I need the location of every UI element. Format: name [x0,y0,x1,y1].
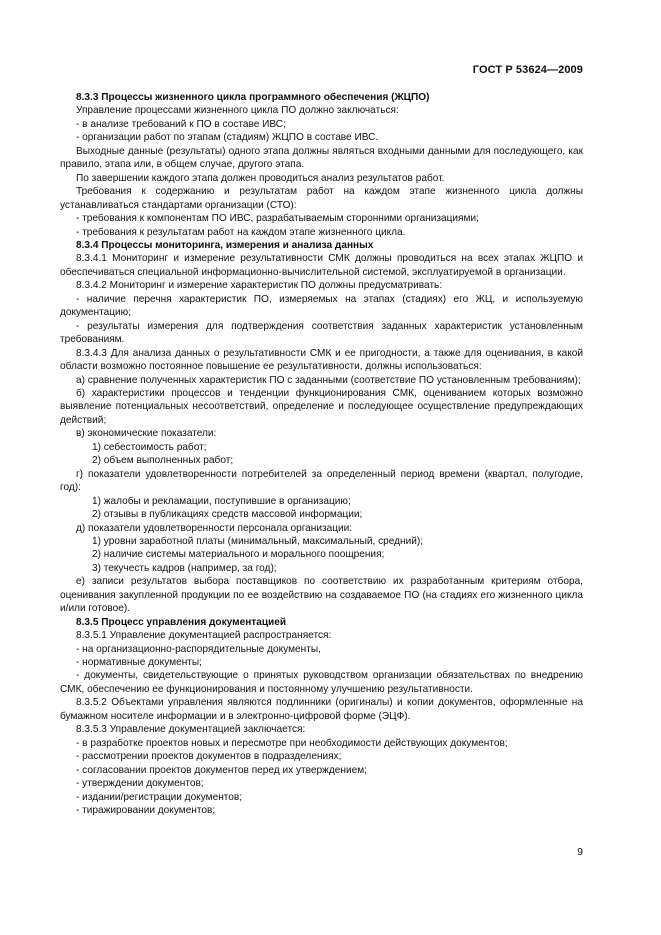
section-heading: 8.3.5 Процесс управления документацией [76,616,287,628]
paragraph: - в разработке проектов новых и пересмотре при необходимости действующих документов; [76,737,508,749]
paragraph: а) сравнение полученных характеристик ПО с заданными (соответствие ПО установленным требованиям); [76,374,581,386]
paragraph: - наличие перечня характеристик ПО, измеряемых на этапах (стадиях) его ЖЦ, и используемую документацию; [60,293,583,319]
paragraph: - документы, свидетельствующие о принятых руководством организации обязательствах по внедрению СМК, обеспечению ее функционирования и постоянному улучшению результативности. [60,670,583,695]
paragraph: 8.3.5.1 Управление документацией распространяется: [76,630,332,642]
paragraph: - на организационно-распорядительные документы, [76,643,321,655]
paragraph: - требования к результатам работ на каждом этапе жизненного цикла. [76,226,406,238]
page-number: 9 [577,846,583,858]
sub-list-item: 1) себестоимость работ; [92,441,207,453]
paragraph: - согласовании проектов документов перед их утверждением; [76,764,367,776]
paragraph: - рассмотрении проектов документов в подразделениях; [76,751,342,763]
sub-list-item: 2) объем выполненных работ; [92,455,234,467]
paragraph: 8.3.4.3 Для анализа данных о результативности СМК и ее пригодности, а также для оценивания, в какой области возможно постоянное повышение ее результативности, должны использоваться: [60,347,583,373]
paragraph: - организации работ по этапам (стадиям) ЖЦПО в составе ИВС. [76,132,379,144]
paragraph: б) характеристики процессов и тенденции функционирования СМК, оцениванием которых возможно выявление потенциальных несоответствий, определение и последующее осуществление предупреждающих действий; [60,387,583,426]
sub-list-item: 3) текучесть кадров (например, за год); [92,562,277,574]
paragraph: 8.3.4.1 Мониторинг и измерение результативности СМК должны проводиться на всех этапах ЖЦПО и обеспечиваться специальной информационно-вычислительной системой, эксплуатируемой в организации. [60,253,583,278]
sub-list-item: 1) уровни заработной платы (минимальный, максимальный, средний); [92,535,424,547]
paragraph: - издании/регистрации документов; [76,791,243,803]
paragraph: 8.3.5.2 Объектами управления являются подлинники (оригиналы) и копии документов, оформленные на бумажном носителе информации и в электронно-цифровой форме (ЭЦФ). [60,697,583,722]
paragraph: - результаты измерения для подтверждения соответствия заданных характеристик установленным требованиям. [60,320,583,346]
paragraph: - в анализе требований к ПО в составе ИВС; [76,118,286,130]
paragraph: 8.3.5.3 Управление документацией заключается: [76,724,306,736]
paragraph: Выходные данные (результаты) одного этапа должны являться входными данными для последующего, как правило, этапа или, в общем случае, другого этапа. [60,145,583,171]
paragraph: е) записи результатов выбора поставщиков по соответствию их разработанным критериям отбора, оценивания закупленной продукции по ее воздействию на создаваемое ПО (на стадиях его жизненного цикла и/или готовое). [60,576,583,615]
paragraph: Требования к содержанию и результатам работ на каждом этапе жизненного цикла должны устанавливаться стандартами организации (СТО): [60,186,583,211]
paragraph: По завершении каждого этапа должен проводиться анализ результатов работ. [76,172,445,184]
sub-list-item: 2) отзывы в публикациях средств массовой информации; [92,509,363,521]
paragraph: - тиражировании документов; [76,805,216,817]
paragraph: г) показатели удовлетворенности потребителей за определенный период времени (квартал, полугодие, год): [60,468,583,494]
paragraph: д) показатели удовлетворенности персонала организации: [76,522,353,534]
document-body [60,91,583,817]
paragraph: - утверждении документов; [76,778,204,790]
section-heading: 8.3.3 Процессы жизненного цикла программного обеспечения (ЖЦПО) [76,92,430,103]
section-heading: 8.3.4 Процессы мониторинга, измерения и анализа данных [76,239,374,251]
paragraph: 8.3.4.2 Мониторинг и измерение характеристик ПО должны предусматривать: [76,280,443,292]
paragraph: - нормативные документы; [76,657,202,669]
sub-list-item: 1) жалобы и рекламации, поступившие в организацию; [92,495,351,507]
paragraph: - требования к компонентам ПО ИВС, разрабатываемым сторонними организациями; [76,213,479,225]
sub-list-item: 2) наличие системы материального и морального поощрения; [92,549,385,561]
paragraph: в) экономические показатели: [76,428,217,440]
paragraph: Управление процессами жизненного цикла ПО должно заключаться: [76,105,399,117]
standard-code: ГОСТ Р 53624—2009 [472,64,583,76]
